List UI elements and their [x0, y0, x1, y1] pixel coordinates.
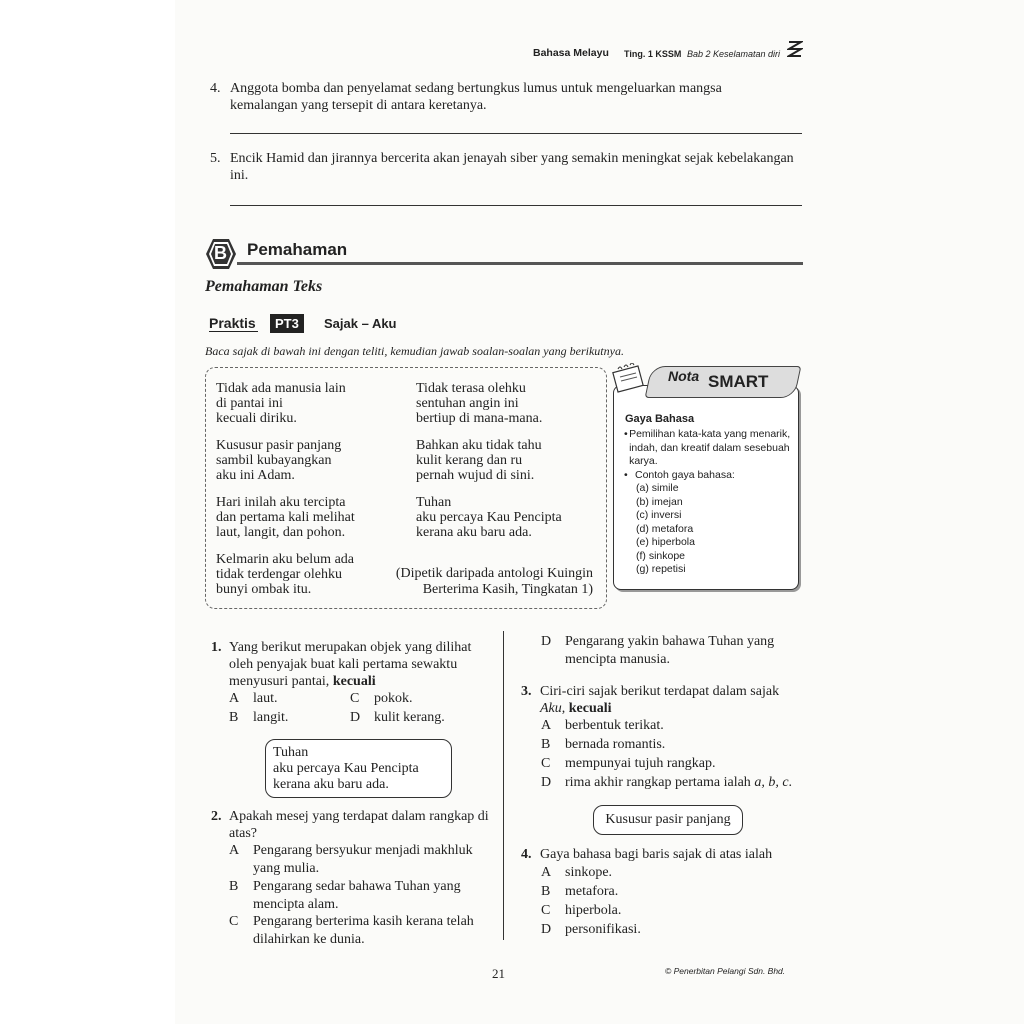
publisher-logo-icon	[787, 40, 803, 58]
question-text: Yang berikut merupakan objek yang dilihat oleh penyajak buat kali pertama sewaktu menyusuri pantai, kecuali	[229, 640, 472, 689]
nota-examples: (a) simile (b) imejan (c) inversi (d) metafora (e) hiperbola (f) sinkope (g) repetisi	[636, 482, 695, 575]
mcq-3: 3. Ciri-ciri sajak berikut terdapat dalam sajak Aku, kecuali	[521, 683, 803, 717]
answer-line[interactable]	[230, 133, 802, 134]
notepad-icon	[612, 363, 650, 393]
option-d[interactable]: D personifikasi.	[541, 922, 641, 937]
poem-column-right	[416, 381, 596, 548]
pt3-badge: PT3	[270, 314, 304, 333]
question-5	[210, 150, 810, 184]
instruction: Baca sajak di bawah ini dengan teliti, kemudian jawab soalan-soalan yang berikutnya.	[205, 344, 624, 358]
quote-box: Kususur pasir panjang	[593, 805, 743, 835]
nota-heading: Gaya Bahasa	[625, 413, 695, 425]
option-d[interactable]: D Pengarang yakin bahawa Tuhan yang mencipta manusia.	[541, 634, 775, 667]
option-c[interactable]: C pokok.	[350, 691, 413, 706]
option-c[interactable]: C mempunyai tujuh rangkap.	[541, 756, 716, 771]
nota-label: Nota	[668, 368, 700, 384]
poem-source: (Dipetik daripada antologi Kuingin Berterima Kasih, Tingkatan 1)	[395, 566, 593, 597]
poem-stanza: Kususur pasir panjang sambil kubayangkan aku ini Adam.	[216, 438, 342, 483]
question-text: Anggota bomba dan penyelamat sedang bertungkus lumus untuk mengeluarkan mangsa	[230, 81, 722, 96]
header-chapter: Bab 2 Keselamatan diri	[687, 49, 781, 59]
question-number: 5.	[210, 151, 221, 166]
mcq-4: 4. Gaya bahasa bagi baris sajak di atas ialah	[521, 847, 773, 862]
poem-stanza: Tidak terasa olehku sentuhan angin ini bertiup di mana-mana.	[416, 381, 543, 426]
question-text: Encik Hamid dan jirannya bercerita akan jenayah siber yang semakin meningkat sejak kebelakangan	[230, 151, 794, 166]
subsection-title: Pemahaman Teks	[205, 278, 323, 295]
nota-list	[624, 428, 794, 577]
question-4	[210, 80, 810, 114]
section-badge: B	[205, 238, 237, 270]
nota-bullet: • Contoh gaya bahasa:	[624, 468, 735, 481]
poem-stanza: Bahkan aku tidak tahu kulit kerang dan ru pernah wujud di sini.	[416, 438, 542, 483]
praktis-label: Praktis	[209, 315, 256, 331]
option-d[interactable]: D kulit kerang.	[350, 710, 445, 725]
option-a[interactable]: A sinkope.	[541, 865, 613, 880]
page-number: 21	[492, 966, 505, 981]
poem-stanza: Tidak ada manusia lain di pantai ini kecuali diriku.	[216, 381, 346, 426]
poem-stanza: Tuhan aku percaya Kau Pencipta kerana aku baru ada.	[416, 495, 562, 540]
question-text: ini.	[230, 168, 249, 183]
option-d[interactable]: D rima akhir rangkap pertama ialah a, b, c.	[541, 775, 793, 790]
smart-label: SMART	[708, 372, 769, 391]
exercise-title: Sajak – Aku	[324, 316, 397, 331]
question-text: kemalangan yang tersepit di antara keretanya.	[230, 98, 487, 113]
quote-box: Tuhan aku percaya Kau Pencipta kerana aku baru ada.	[265, 739, 452, 798]
publisher-credit: © Penerbitan Pelangi Sdn. Bhd.	[665, 966, 786, 976]
poem-stanza: Hari inilah aku tercipta dan pertama kali melihat laut, langit, dan pohon.	[216, 495, 355, 540]
option-c[interactable]: C Pengarang berterima kasih kerana telah dilahirkan ke dunia.	[229, 914, 474, 947]
section-title: Pemahaman	[247, 240, 348, 259]
header-subject: Bahasa Melayu	[533, 47, 609, 59]
option-a[interactable]: A laut.	[229, 691, 278, 706]
answer-line[interactable]	[230, 205, 802, 206]
option-b[interactable]: B Pengarang sedar bahawa Tuhan yang mencipta alam.	[229, 879, 461, 912]
option-c[interactable]: C hiperbola.	[541, 903, 622, 918]
header-level: Ting. 1 KSSM	[624, 49, 682, 59]
poem-stanza: Kelmarin aku belum ada tidak terdengar olehku bunyi ombak itu.	[216, 552, 355, 597]
column-divider	[503, 631, 504, 940]
option-b[interactable]: B bernada romantis.	[541, 737, 666, 752]
option-a[interactable]: A berbentuk terikat.	[541, 718, 664, 733]
question-number: 4.	[210, 81, 221, 96]
nota-bullet: • Pemilihan kata-kata yang menarik, indah, dan kreatif dalam sesebuah karya.	[624, 428, 791, 467]
mcq-1: 1. Yang berikut merupakan objek yang dilihat oleh penyajak buat kali pertama sewaktu menyusuri pantai, kecuali	[211, 639, 491, 690]
option-b[interactable]: B metafora.	[541, 884, 619, 899]
option-a[interactable]: A Pengarang bersyukur menjadi makhluk yang mulia.	[229, 843, 473, 876]
section-rule	[237, 262, 803, 265]
option-b[interactable]: B langit.	[229, 710, 289, 725]
mcq-2: 2. Apakah mesej yang terdapat dalam rangkap di atas?	[211, 809, 489, 841]
poem-column-left	[216, 381, 396, 605]
question-text: Ciri-ciri sajak berikut terdapat dalam sajak Aku, kecuali	[540, 684, 780, 716]
